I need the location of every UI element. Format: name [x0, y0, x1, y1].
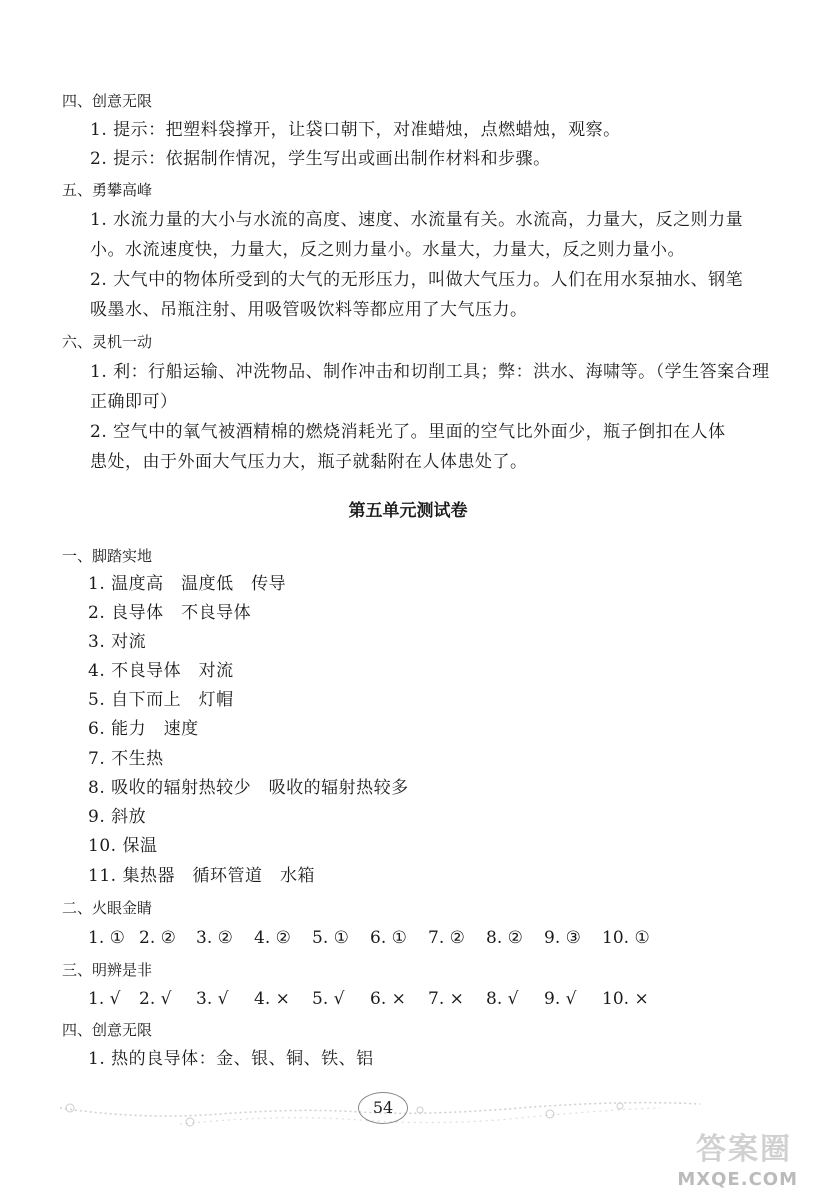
answer-item: 6. ① — [370, 928, 407, 948]
list-item: 4. 不良导体 对流 — [88, 661, 234, 681]
list-item-continuation: 正确即可） — [90, 392, 178, 412]
list-item: 3. 对流 — [88, 632, 147, 652]
list-item: 2. 大气中的物体所受到的大气的无形压力，叫做大气压力。人们在用水泵抽水、钢笔 — [90, 270, 744, 290]
answer-item: 10. ① — [602, 928, 650, 948]
answer-item: 8. √ — [486, 989, 519, 1009]
answer-item: 3. ② — [196, 928, 233, 948]
answer-item: 3. √ — [196, 989, 229, 1009]
section-heading: 四、创意无限 — [62, 92, 153, 110]
answer-row — [88, 989, 708, 1011]
section-heading: 四、创意无限 — [62, 1021, 153, 1039]
answer-item: 5. √ — [312, 989, 345, 1009]
section-heading: 三、明辨是非 — [62, 961, 153, 979]
list-item: 6. 能力 速度 — [88, 719, 199, 739]
section-heading: 二、火眼金睛 — [62, 899, 153, 917]
answer-item: 1. ① — [88, 928, 125, 948]
list-item: 10. 保温 — [88, 836, 158, 856]
list-item: 2. 良导体 不良导体 — [88, 603, 252, 623]
section-heading: 六、灵机一动 — [62, 333, 153, 351]
section-heading: 一、脚踏实地 — [62, 547, 153, 565]
answer-item: 9. ③ — [544, 928, 581, 948]
list-item: 1. 温度高 温度低 传导 — [88, 574, 287, 594]
watermark-url: MXQE.COM — [677, 1169, 798, 1190]
list-item-continuation: 吸墨水、吊瓶注射、用吸管吸饮料等都应用了大气压力。 — [90, 300, 528, 320]
list-item: 1. 提示：把塑料袋撑开，让袋口朝下，对准蜡烛，点燃蜡烛，观察。 — [90, 120, 621, 140]
answer-item: 7. × — [428, 989, 464, 1009]
answer-item: 5. ① — [312, 928, 349, 948]
watermark-chinese-text: 答案圈 — [696, 1132, 792, 1167]
answer-item: 4. ② — [254, 928, 291, 948]
list-item: 1. 利：行船运输、冲洗物品、制作冲击和切削工具；弊：洪水、海啸等。（学生答案合理 — [90, 362, 770, 382]
answer-item: 6. × — [370, 989, 406, 1009]
list-item: 9. 斜放 — [88, 807, 147, 827]
list-item: 11. 集热器 循环管道 水箱 — [88, 866, 315, 886]
answer-row — [88, 928, 708, 950]
answer-item: 2. √ — [139, 989, 172, 1009]
list-item: 8. 吸收的辐射热较少 吸收的辐射热较多 — [88, 778, 409, 798]
section-heading: 五、勇攀高峰 — [62, 181, 153, 199]
list-item: 1. 水流力量的大小与水流的高度、速度、水流量有关。水流高，力量大，反之则力量 — [90, 210, 744, 230]
answer-item: 2. ② — [139, 928, 176, 948]
answer-item: 7. ② — [428, 928, 465, 948]
list-item: 1. 热的良导体：金、银、铜、铁、铝 — [88, 1049, 374, 1069]
answer-item: 4. × — [254, 989, 290, 1009]
unit-title: 第五单元测试卷 — [348, 501, 468, 521]
answer-item: 8. ② — [486, 928, 523, 948]
watermark-logo — [656, 1126, 806, 1194]
list-item: 5. 自下而上 灯帽 — [88, 690, 234, 710]
page-number: 54 — [358, 1092, 408, 1124]
list-item: 2. 空气中的氧气被酒精棉的燃烧消耗光了。里面的空气比外面少，瓶子倒扣在人体 — [90, 422, 726, 442]
list-item: 2. 提示：依据制作情况，学生写出或画出制作材料和步骤。 — [90, 149, 551, 169]
list-item-continuation: 患处，由于外面大气压力大，瓶子就黏附在人体患处了。 — [90, 452, 528, 472]
answer-item: 1. √ — [88, 989, 121, 1009]
list-item: 7. 不生热 — [88, 749, 164, 769]
list-item-continuation: 小。水流速度快，力量大，反之则力量小。水量大，力量大，反之则力量小。 — [90, 240, 685, 260]
answer-item: 10. × — [602, 989, 649, 1009]
answer-item: 9. √ — [544, 989, 577, 1009]
